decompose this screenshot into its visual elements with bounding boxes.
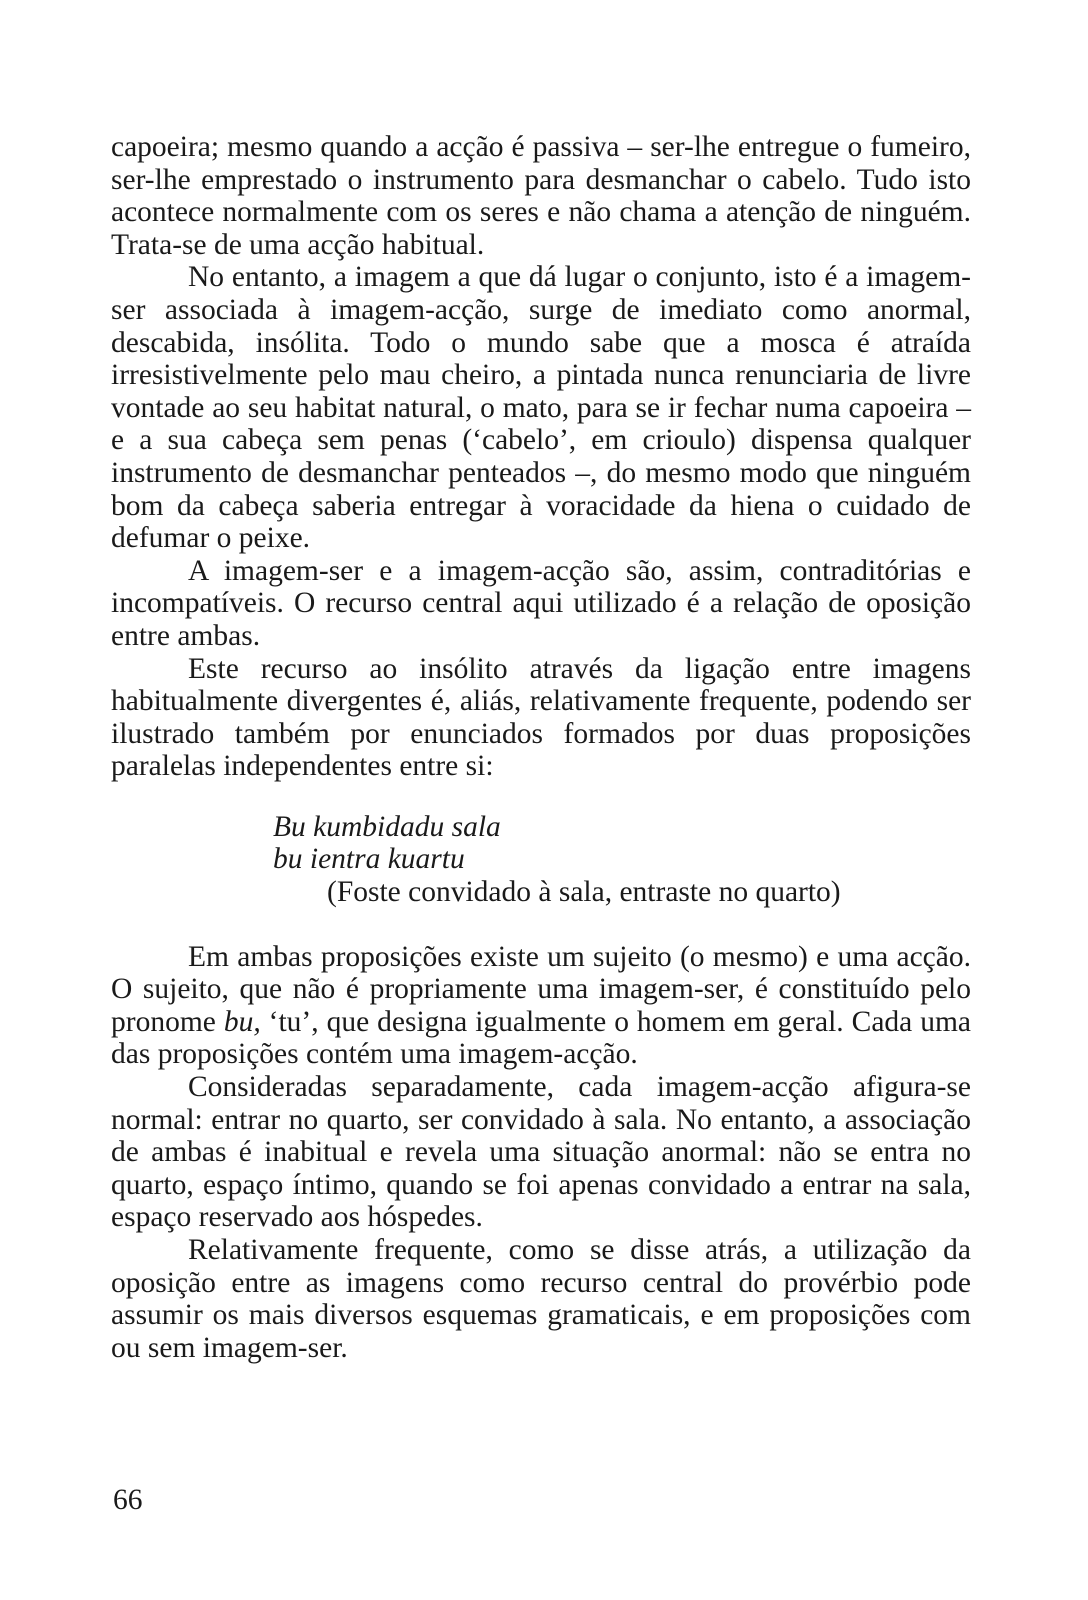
paragraph-4: Este recurso ao insólito através da ligação entre imagens habitualmente divergentes é, aliás, relativamente frequente, podendo ser ilustrado também por enunciados formados por duas proposições paralelas independentes entre si: <box>111 652 971 783</box>
proverb-example <box>111 811 971 909</box>
paragraph-7: Relativamente frequente, como se disse atrás, a utilização da oposição entre as imagens como recurso central do provérbio pode assumir os mais diversos esquemas gramaticais, e em proposições com ou sem imagem-ser. <box>111 1234 971 1364</box>
paragraph-5-start: Em ambas proposições existe um sujeito (o mesmo) e uma acção. O sujeito, que não é propriamente uma imagem-ser, é constituído pelo pronome <box>111 940 971 1038</box>
proverb-translation: (Foste convidado à sala, entraste no quarto) <box>327 876 841 909</box>
paragraph-3: A imagem-ser e a imagem-acção são, assim, contraditórias e incompatíveis. O recurso central aqui utilizado é a relação de oposição entre ambas. <box>111 554 971 652</box>
paragraph-5 <box>111 941 971 1071</box>
paragraph-2: No entanto, a imagem a que dá lugar o conjunto, isto é a imagem-ser associada à imagem-acção, surge de imediato como anormal, descabida, insólita. Todo o mundo sabe que a mosca é atraída irresistivelmente pelo mau cheiro, a pintada nunca renunciaria de livre vontade ao seu habitat natural, o mato, para se ir fechar numa capoeira – e a sua cabeça sem penas (‘cabelo’, em crioulo) dispensa qualquer instrumento de desmanchar penteados –, do mesmo modo que ninguém bom da cabeça saberia entregar à voracidade da hiena o cuidado de defumar o peixe. <box>111 261 971 555</box>
paragraph-1: capoeira; mesmo quando a acção é passiva – ser-lhe entregue o fumeiro, ser-lhe emprestado o instrumento para desmanchar o cabelo. Tudo isto acontece normalmente com os seres e não chama a atenção de ninguém. Trata-se de uma acção habitual. <box>111 131 971 261</box>
proverb-line-1: Bu kumbidadu sala <box>273 810 501 843</box>
page-number: 66 <box>113 1484 143 1516</box>
paragraph-6: Consideradas separadamente, cada imagem-acção afigura-se normal: entrar no quarto, ser convidado à sala. No entanto, a associação de ambas é inabitual e revela uma situação anormal: não se entra no quarto, espaço íntimo, quando se foi apenas convidado a entrar na sala, espaço reservado aos hóspedes. <box>111 1071 971 1234</box>
proverb-line-2: bu ientra kuartu <box>273 843 465 876</box>
paragraph-5-end: ‘tu’, que designa igualmente o homem em geral. Cada uma das proposições contém uma imagem-acção. <box>111 1005 971 1071</box>
page-body <box>111 131 971 1364</box>
pronoun-bu: bu, <box>223 1005 261 1038</box>
